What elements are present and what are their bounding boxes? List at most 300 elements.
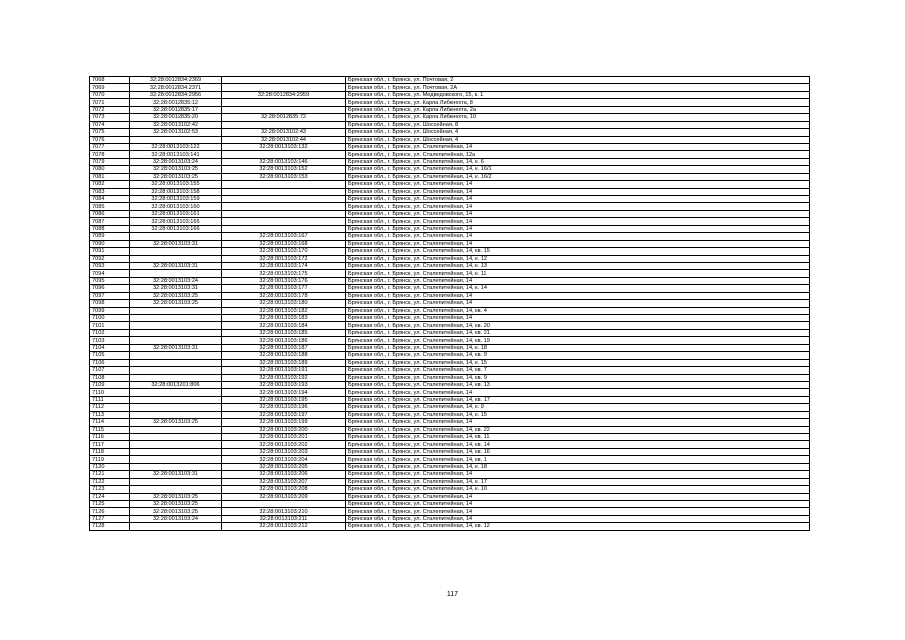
table-row (90, 225, 810, 232)
table-row (90, 181, 810, 188)
land-cadastral-number-cell: 32:28:0012834:2369 (130, 77, 222, 84)
row-number-cell: 7086 (90, 210, 130, 217)
row-number-cell: 7077 (90, 143, 130, 150)
table-row (90, 277, 810, 284)
row-number-cell: 7127 (90, 515, 130, 522)
address-cell: Брянская обл., г. Брянск, ул. Сталепитейная, 14 (346, 508, 810, 515)
land-cadastral-number-cell: 32:28:0013103:25 (130, 508, 222, 515)
land-cadastral-number-cell (130, 434, 222, 441)
table-row (90, 441, 810, 448)
row-number-cell: 7121 (90, 471, 130, 478)
table-row (90, 136, 810, 143)
table-row (90, 478, 810, 485)
table-row (90, 352, 810, 359)
land-cadastral-number-cell: 32:28:0013103:155 (130, 181, 222, 188)
land-cadastral-number-cell (130, 411, 222, 418)
building-cadastral-number-cell: 32:28:0013103:183 (222, 315, 346, 322)
address-cell: Брянская обл., г. Брянск, ул. Карла Либкнехта, 10 (346, 114, 810, 121)
table-row (90, 218, 810, 225)
row-number-cell: 7089 (90, 233, 130, 240)
address-cell: Брянская обл., г. Брянск, ул. Карла Либкнехта, 8 (346, 99, 810, 106)
land-cadastral-number-cell: 32:28:0013103:166 (130, 225, 222, 232)
building-cadastral-number-cell (222, 99, 346, 106)
building-cadastral-number-cell: 32:28:0013103:170 (222, 248, 346, 255)
address-cell: Брянская обл., г. Брянск, ул. Сталепитейная, 14, кв. 15 (346, 248, 810, 255)
building-cadastral-number-cell (222, 218, 346, 225)
address-cell: Брянская обл., г. Брянск, ул. Сталепитейная, 14, кв. 14 (346, 441, 810, 448)
building-cadastral-number-cell: 32:28:0013103:180 (222, 300, 346, 307)
table-row (90, 471, 810, 478)
building-cadastral-number-cell: 32:28:0013103:211 (222, 515, 346, 522)
address-cell: Брянская обл., г. Брянск, ул. Сталепитейная, 14, кв. 9 (346, 352, 810, 359)
table-row (90, 166, 810, 173)
row-number-cell: 7124 (90, 493, 130, 500)
table-row (90, 99, 810, 106)
address-cell: Брянская обл., г. Брянск, ул. Сталепитейная, 14, к. 13 (346, 262, 810, 269)
address-cell: Брянская обл., г. Брянск, ул. Сталепитейная, 14 (346, 419, 810, 426)
row-number-cell: 7114 (90, 419, 130, 426)
row-number-cell: 7108 (90, 374, 130, 381)
table-row (90, 367, 810, 374)
land-cadastral-number-cell: 32:28:0013103:161 (130, 210, 222, 217)
table-row (90, 404, 810, 411)
address-cell: Брянская обл., г. Брянск, ул. Сталепитейная, 14 (346, 188, 810, 195)
building-cadastral-number-cell: 32:28:0013103:204 (222, 456, 346, 463)
building-cadastral-number-cell (222, 225, 346, 232)
land-cadastral-number-cell (130, 315, 222, 322)
address-cell: Брянская обл., г. Брянск, ул. Сталепитейная, 14, кв. 22 (346, 426, 810, 433)
land-cadastral-number-cell: 32:28:0012835:20 (130, 114, 222, 121)
table-row (90, 77, 810, 84)
building-cadastral-number-cell: 32:28:0013103:199 (222, 419, 346, 426)
land-cadastral-number-cell (130, 322, 222, 329)
table-row (90, 419, 810, 426)
row-number-cell: 7094 (90, 270, 130, 277)
row-number-cell: 7072 (90, 106, 130, 113)
building-cadastral-number-cell: 32:28:0013103:175 (222, 270, 346, 277)
land-cadastral-number-cell: 32:28:0013103:31 (130, 344, 222, 351)
row-number-cell: 7100 (90, 315, 130, 322)
row-number-cell: 7117 (90, 441, 130, 448)
row-number-cell: 7080 (90, 166, 130, 173)
table-row (90, 374, 810, 381)
land-cadastral-number-cell (130, 248, 222, 255)
land-cadastral-number-cell (130, 396, 222, 403)
building-cadastral-number-cell (222, 151, 346, 158)
building-cadastral-number-cell (222, 203, 346, 210)
row-number-cell: 7079 (90, 158, 130, 165)
land-cadastral-number-cell (130, 233, 222, 240)
building-cadastral-number-cell: 32:28:0013103:146 (222, 158, 346, 165)
building-cadastral-number-cell: 32:28:0013103:189 (222, 359, 346, 366)
address-cell: Брянская обл., г. Брянск, ул. Сталепитейная, 14 (346, 315, 810, 322)
table-row (90, 285, 810, 292)
row-number-cell: 7104 (90, 344, 130, 351)
table-row (90, 315, 810, 322)
building-cadastral-number-cell: 32:28:0013102:44 (222, 136, 346, 143)
building-cadastral-number-cell: 32:28:0013103:132 (222, 143, 346, 150)
land-cadastral-number-cell: 32:28:0012834:2371 (130, 84, 222, 91)
row-number-cell: 7097 (90, 292, 130, 299)
address-cell: Брянская обл., г. Брянск, ул. Сталепитейная, 14 (346, 471, 810, 478)
address-cell: Брянская обл., г. Брянск, ул. Сталепитейная, 14 (346, 277, 810, 284)
row-number-cell: 7076 (90, 136, 130, 143)
table-row (90, 344, 810, 351)
table-row (90, 143, 810, 150)
building-cadastral-number-cell: 32:28:0013103:193 (222, 381, 346, 388)
building-cadastral-number-cell: 32:28:0013103:194 (222, 389, 346, 396)
building-cadastral-number-cell (222, 77, 346, 84)
building-cadastral-number-cell: 32:28:0013103:209 (222, 493, 346, 500)
address-cell: Брянская обл., г. Брянск, ул. Шоссейная, 4 (346, 136, 810, 143)
row-number-cell: 7113 (90, 411, 130, 418)
address-cell: Брянская обл., г. Брянск, ул. Сталепитейная, 14, кв. 7 (346, 367, 810, 374)
table-row (90, 411, 810, 418)
row-number-cell: 7078 (90, 151, 130, 158)
row-number-cell: 7112 (90, 404, 130, 411)
table-row (90, 210, 810, 217)
building-cadastral-number-cell (222, 196, 346, 203)
land-cadastral-number-cell: 32:28:0012835:17 (130, 106, 222, 113)
building-cadastral-number-cell: 32:28:0013103:177 (222, 285, 346, 292)
address-cell: Брянская обл., г. Брянск, ул. Сталепитейная, 14, к. 11 (346, 270, 810, 277)
building-cadastral-number-cell: 32:28:0013103:172 (222, 255, 346, 262)
table-row (90, 84, 810, 91)
row-number-cell: 7118 (90, 448, 130, 455)
land-cadastral-number-cell: 32:28:0013103:25 (130, 173, 222, 180)
address-cell: Брянская обл., г. Брянск, ул. Почтовая, 2 (346, 77, 810, 84)
land-cadastral-number-cell (130, 374, 222, 381)
land-cadastral-number-cell: 32:28:0013103:31 (130, 262, 222, 269)
address-cell: Брянская обл., г. Брянск, ул. Сталепитейная, 14 (346, 203, 810, 210)
address-cell: Брянская обл., г. Брянск, ул. Сталепитейная, 14 (346, 389, 810, 396)
row-number-cell: 7109 (90, 381, 130, 388)
row-number-cell: 7092 (90, 255, 130, 262)
address-cell: Брянская обл., г. Брянск, ул. Сталепитейная, 12а (346, 151, 810, 158)
building-cadastral-number-cell: 32:28:0013103:188 (222, 352, 346, 359)
row-number-cell: 7070 (90, 91, 130, 98)
building-cadastral-number-cell (222, 106, 346, 113)
land-cadastral-number-cell: 32:28:0013201:806 (130, 381, 222, 388)
row-number-cell: 7081 (90, 173, 130, 180)
address-cell: Брянская обл., г. Брянск, ул. Сталепитейная, 14, кв. 1 (346, 456, 810, 463)
building-cadastral-number-cell: 32:28:0013103:205 (222, 463, 346, 470)
building-cadastral-number-cell (222, 121, 346, 128)
land-cadastral-number-cell: 32:28:0013103:141 (130, 151, 222, 158)
building-cadastral-number-cell: 32:28:0013103:176 (222, 277, 346, 284)
land-cadastral-number-cell (130, 337, 222, 344)
table-row (90, 262, 810, 269)
land-cadastral-number-cell: 32:28:0013103:24 (130, 158, 222, 165)
table-row (90, 248, 810, 255)
table-row (90, 233, 810, 240)
land-cadastral-number-cell (130, 389, 222, 396)
land-cadastral-number-cell: 32:28:0013103:165 (130, 218, 222, 225)
address-cell: Брянская обл., г. Брянск, ул. Сталепитейная, 14, кв. 19 (346, 337, 810, 344)
row-number-cell: 7111 (90, 396, 130, 403)
row-number-cell: 7110 (90, 389, 130, 396)
row-number-cell: 7084 (90, 196, 130, 203)
address-cell: Брянская обл., г. Брянск, ул. Сталепитейная, 14, к. 17 (346, 478, 810, 485)
land-cadastral-number-cell (130, 456, 222, 463)
land-cadastral-number-cell: 32:28:0013103:25 (130, 493, 222, 500)
row-number-cell: 7087 (90, 218, 130, 225)
building-cadastral-number-cell: 32:28:0013103:202 (222, 441, 346, 448)
row-number-cell: 7073 (90, 114, 130, 121)
table-row (90, 389, 810, 396)
building-cadastral-number-cell: 32:28:0013103:153 (222, 173, 346, 180)
table-row (90, 523, 810, 530)
address-cell: Брянская обл., г. Брянск, ул. Сталепитейная, 14, к. 10 (346, 486, 810, 493)
land-cadastral-number-cell: 32:28:0013103:24 (130, 277, 222, 284)
row-number-cell: 7106 (90, 359, 130, 366)
address-cell: Брянская обл., г. Брянск, ул. Сталепитейная, 14 (346, 225, 810, 232)
building-cadastral-number-cell: 32:28:0013103:206 (222, 471, 346, 478)
land-cadastral-number-cell (130, 367, 222, 374)
building-cadastral-number-cell: 32:28:0013103:212 (222, 523, 346, 530)
table-row (90, 188, 810, 195)
building-cadastral-number-cell: 32:28:0013103:208 (222, 486, 346, 493)
cadastral-registry-table (89, 76, 810, 531)
building-cadastral-number-cell: 32:28:0013103:185 (222, 329, 346, 336)
row-number-cell: 7074 (90, 121, 130, 128)
row-number-cell: 7096 (90, 285, 130, 292)
land-cadastral-number-cell: 32:28:0012834:2956 (130, 91, 222, 98)
land-cadastral-number-cell: 32:28:0013103:25 (130, 300, 222, 307)
land-cadastral-number-cell (130, 329, 222, 336)
building-cadastral-number-cell: 32:28:0013103:200 (222, 426, 346, 433)
building-cadastral-number-cell (222, 500, 346, 507)
address-cell: Брянская обл., г. Брянск, ул. Почтовая, 2А (346, 84, 810, 91)
table-row (90, 292, 810, 299)
row-number-cell: 7093 (90, 262, 130, 269)
row-number-cell: 7115 (90, 426, 130, 433)
table-row (90, 151, 810, 158)
address-cell: Брянская обл., г. Брянск, ул. Сталепитейная, 14 (346, 143, 810, 150)
page-number: 117 (446, 591, 459, 598)
row-number-cell: 7098 (90, 300, 130, 307)
address-cell: Брянская обл., г. Брянск, ул. Сталепитейная, 14, кв. 16 (346, 448, 810, 455)
address-cell: Брянская обл., г. Брянск, ул. Сталепитейная, 14, к. 15 (346, 359, 810, 366)
building-cadastral-number-cell: 32:28:0013103:184 (222, 322, 346, 329)
land-cadastral-number-cell (130, 136, 222, 143)
land-cadastral-number-cell: 32:28:0013103:25 (130, 419, 222, 426)
building-cadastral-number-cell: 32:28:0013103:167 (222, 233, 346, 240)
row-number-cell: 7125 (90, 500, 130, 507)
address-cell: Брянская обл., г. Брянск, ул. Сталепитейная, 14, кв. 21 (346, 329, 810, 336)
address-cell: Брянская обл., г. Брянск, ул. Сталепитейная, 14, к. 9 (346, 404, 810, 411)
building-cadastral-number-cell: 32:28:0013103:182 (222, 307, 346, 314)
table-row (90, 300, 810, 307)
land-cadastral-number-cell (130, 523, 222, 530)
row-number-cell: 7090 (90, 240, 130, 247)
table-row (90, 515, 810, 522)
building-cadastral-number-cell: 32:28:0013103:186 (222, 337, 346, 344)
building-cadastral-number-cell: 32:28:0013103:201 (222, 434, 346, 441)
address-cell: Брянская обл., г. Брянск, ул. Сталепитейная, 14 (346, 515, 810, 522)
table-row (90, 329, 810, 336)
address-cell: Брянская обл., г. Брянск, ул. Сталепитейная, 14, к. 18 (346, 344, 810, 351)
building-cadastral-number-cell: 32:28:0012834:2959 (222, 91, 346, 98)
address-cell: Брянская обл., г. Брянск, ул. Сталепитейная, 14, к. 16/2 (346, 173, 810, 180)
row-number-cell: 7069 (90, 84, 130, 91)
address-cell: Брянская обл., г. Брянск, ул. Шоссейная, 4 (346, 129, 810, 136)
address-cell: Брянская обл., г. Брянск, ул. Сталепитейная, 14, кв. 13 (346, 381, 810, 388)
table-row (90, 121, 810, 128)
row-number-cell: 7091 (90, 248, 130, 255)
row-number-cell: 7082 (90, 181, 130, 188)
building-cadastral-number-cell: 32:28:0012835:72 (222, 114, 346, 121)
table-row (90, 196, 810, 203)
address-cell: Брянская обл., г. Брянск, ул. Сталепитейная, 14, к. 14 (346, 285, 810, 292)
table-row (90, 426, 810, 433)
row-number-cell: 7105 (90, 352, 130, 359)
table-row (90, 91, 810, 98)
row-number-cell: 7102 (90, 329, 130, 336)
address-cell: Брянская обл., г. Брянск, ул. Сталепитейная, 14, кв. 12 (346, 523, 810, 530)
address-cell: Брянская обл., г. Брянск, ул. Сталепитейная, 14, к. 15 (346, 411, 810, 418)
address-cell: Брянская обл., г. Брянск, ул. Сталепитейная, 14 (346, 181, 810, 188)
address-cell: Брянская обл., г. Брянск, ул. Сталепитейная, 14, к. 12 (346, 255, 810, 262)
building-cadastral-number-cell: 32:28:0013103:196 (222, 404, 346, 411)
address-cell: Брянская обл., г. Брянск, ул. Сталепитейная, 14, к. 6 (346, 158, 810, 165)
land-cadastral-number-cell: 32:28:0013103:25 (130, 500, 222, 507)
building-cadastral-number-cell: 32:28:0013103:191 (222, 367, 346, 374)
building-cadastral-number-cell (222, 181, 346, 188)
address-cell: Брянская обл., г. Брянск, ул. Сталепитейная, 14 (346, 218, 810, 225)
table-row (90, 158, 810, 165)
row-number-cell: 7103 (90, 337, 130, 344)
land-cadastral-number-cell (130, 486, 222, 493)
land-cadastral-number-cell (130, 441, 222, 448)
table-row (90, 456, 810, 463)
address-cell: Брянская обл., г. Брянск, ул. Сталепитейная, 14, кв. 17 (346, 396, 810, 403)
table-row (90, 203, 810, 210)
building-cadastral-number-cell: 32:28:0013103:195 (222, 396, 346, 403)
land-cadastral-number-cell: 32:28:0013103:25 (130, 292, 222, 299)
row-number-cell: 7128 (90, 523, 130, 530)
table-row (90, 129, 810, 136)
land-cadastral-number-cell: 32:28:0013103:24 (130, 515, 222, 522)
land-cadastral-number-cell (130, 404, 222, 411)
table-row (90, 173, 810, 180)
land-cadastral-number-cell: 32:28:0012835:12 (130, 99, 222, 106)
building-cadastral-number-cell (222, 188, 346, 195)
building-cadastral-number-cell: 32:28:0013103:203 (222, 448, 346, 455)
land-cadastral-number-cell: 32:28:0013103:31 (130, 240, 222, 247)
table-row (90, 448, 810, 455)
registry-table-body (90, 77, 810, 531)
table-row (90, 337, 810, 344)
row-number-cell: 7119 (90, 456, 130, 463)
table-row (90, 240, 810, 247)
row-number-cell: 7099 (90, 307, 130, 314)
row-number-cell: 7068 (90, 77, 130, 84)
land-cadastral-number-cell (130, 352, 222, 359)
address-cell: Брянская обл., г. Брянск, ул. Сталепитейная, 14 (346, 196, 810, 203)
row-number-cell: 7120 (90, 463, 130, 470)
row-number-cell: 7116 (90, 434, 130, 441)
table-row (90, 270, 810, 277)
building-cadastral-number-cell: 32:28:0013103:174 (222, 262, 346, 269)
land-cadastral-number-cell (130, 426, 222, 433)
table-row (90, 359, 810, 366)
building-cadastral-number-cell: 32:28:0013103:178 (222, 292, 346, 299)
building-cadastral-number-cell: 32:28:0013103:210 (222, 508, 346, 515)
row-number-cell: 7085 (90, 203, 130, 210)
land-cadastral-number-cell: 32:28:0013103:25 (130, 166, 222, 173)
address-cell: Брянская обл., г. Брянск, ул. Сталепитейная, 14, кв. 4 (346, 307, 810, 314)
table-row (90, 322, 810, 329)
table-row (90, 493, 810, 500)
address-cell: Брянская обл., г. Брянск, ул. Сталепитейная, 14 (346, 300, 810, 307)
land-cadastral-number-cell (130, 448, 222, 455)
land-cadastral-number-cell: 32:28:0013103:122 (130, 143, 222, 150)
land-cadastral-number-cell: 32:28:0013103:160 (130, 203, 222, 210)
table-row (90, 255, 810, 262)
building-cadastral-number-cell: 32:28:0013103:168 (222, 240, 346, 247)
row-number-cell: 7088 (90, 225, 130, 232)
land-cadastral-number-cell: 32:28:0013102:53 (130, 129, 222, 136)
building-cadastral-number-cell: 32:28:0013103:187 (222, 344, 346, 351)
row-number-cell: 7101 (90, 322, 130, 329)
land-cadastral-number-cell (130, 307, 222, 314)
address-cell: Брянская обл., г. Брянск, ул. Шоссейная, 8 (346, 121, 810, 128)
land-cadastral-number-cell (130, 270, 222, 277)
building-cadastral-number-cell: 32:28:0013103:207 (222, 478, 346, 485)
building-cadastral-number-cell: 32:28:0013103:152 (222, 166, 346, 173)
land-cadastral-number-cell: 32:28:0013103:159 (130, 196, 222, 203)
row-number-cell: 7126 (90, 508, 130, 515)
land-cadastral-number-cell: 32:28:0013102:42 (130, 121, 222, 128)
table-row (90, 307, 810, 314)
table-row (90, 486, 810, 493)
table-row (90, 463, 810, 470)
land-cadastral-number-cell (130, 359, 222, 366)
address-cell: Брянская обл., г. Брянск, ул. Сталепитейная, 14 (346, 210, 810, 217)
address-cell: Брянская обл., г. Брянск, ул. Сталепитейная, 14 (346, 240, 810, 247)
table-row (90, 106, 810, 113)
building-cadastral-number-cell: 32:28:0013103:192 (222, 374, 346, 381)
row-number-cell: 7083 (90, 188, 130, 195)
table-row (90, 114, 810, 121)
address-cell: Брянская обл., г. Брянск, ул. Сталепитейная, 14 (346, 500, 810, 507)
row-number-cell: 7095 (90, 277, 130, 284)
row-number-cell: 7075 (90, 129, 130, 136)
row-number-cell: 7071 (90, 99, 130, 106)
table-row (90, 500, 810, 507)
building-cadastral-number-cell: 32:28:0013102:43 (222, 129, 346, 136)
land-cadastral-number-cell: 32:28:0013103:158 (130, 188, 222, 195)
land-cadastral-number-cell (130, 255, 222, 262)
building-cadastral-number-cell (222, 84, 346, 91)
address-cell: Брянская обл., г. Брянск, ул. Сталепитейная, 14 (346, 233, 810, 240)
row-number-cell: 7123 (90, 486, 130, 493)
address-cell: Брянская обл., г. Брянск, ул. Сталепитейная, 14, кв. 9 (346, 374, 810, 381)
address-cell: Брянская обл., г. Брянск, ул. Медведовского, 15, к. 1 (346, 91, 810, 98)
address-cell: Брянская обл., г. Брянск, ул. Сталепитейная, 14 (346, 292, 810, 299)
address-cell: Брянская обл., г. Брянск, ул. Сталепитейная, 14, кв. 20 (346, 322, 810, 329)
table-row (90, 381, 810, 388)
row-number-cell: 7107 (90, 367, 130, 374)
land-cadastral-number-cell (130, 463, 222, 470)
row-number-cell: 7122 (90, 478, 130, 485)
building-cadastral-number-cell: 32:28:0013103:197 (222, 411, 346, 418)
land-cadastral-number-cell: 32:28:0013103:31 (130, 471, 222, 478)
address-cell: Брянская обл., г. Брянск, ул. Сталепитейная, 14, к. 16/1 (346, 166, 810, 173)
table-row (90, 434, 810, 441)
land-cadastral-number-cell: 32:28:0013103:31 (130, 285, 222, 292)
